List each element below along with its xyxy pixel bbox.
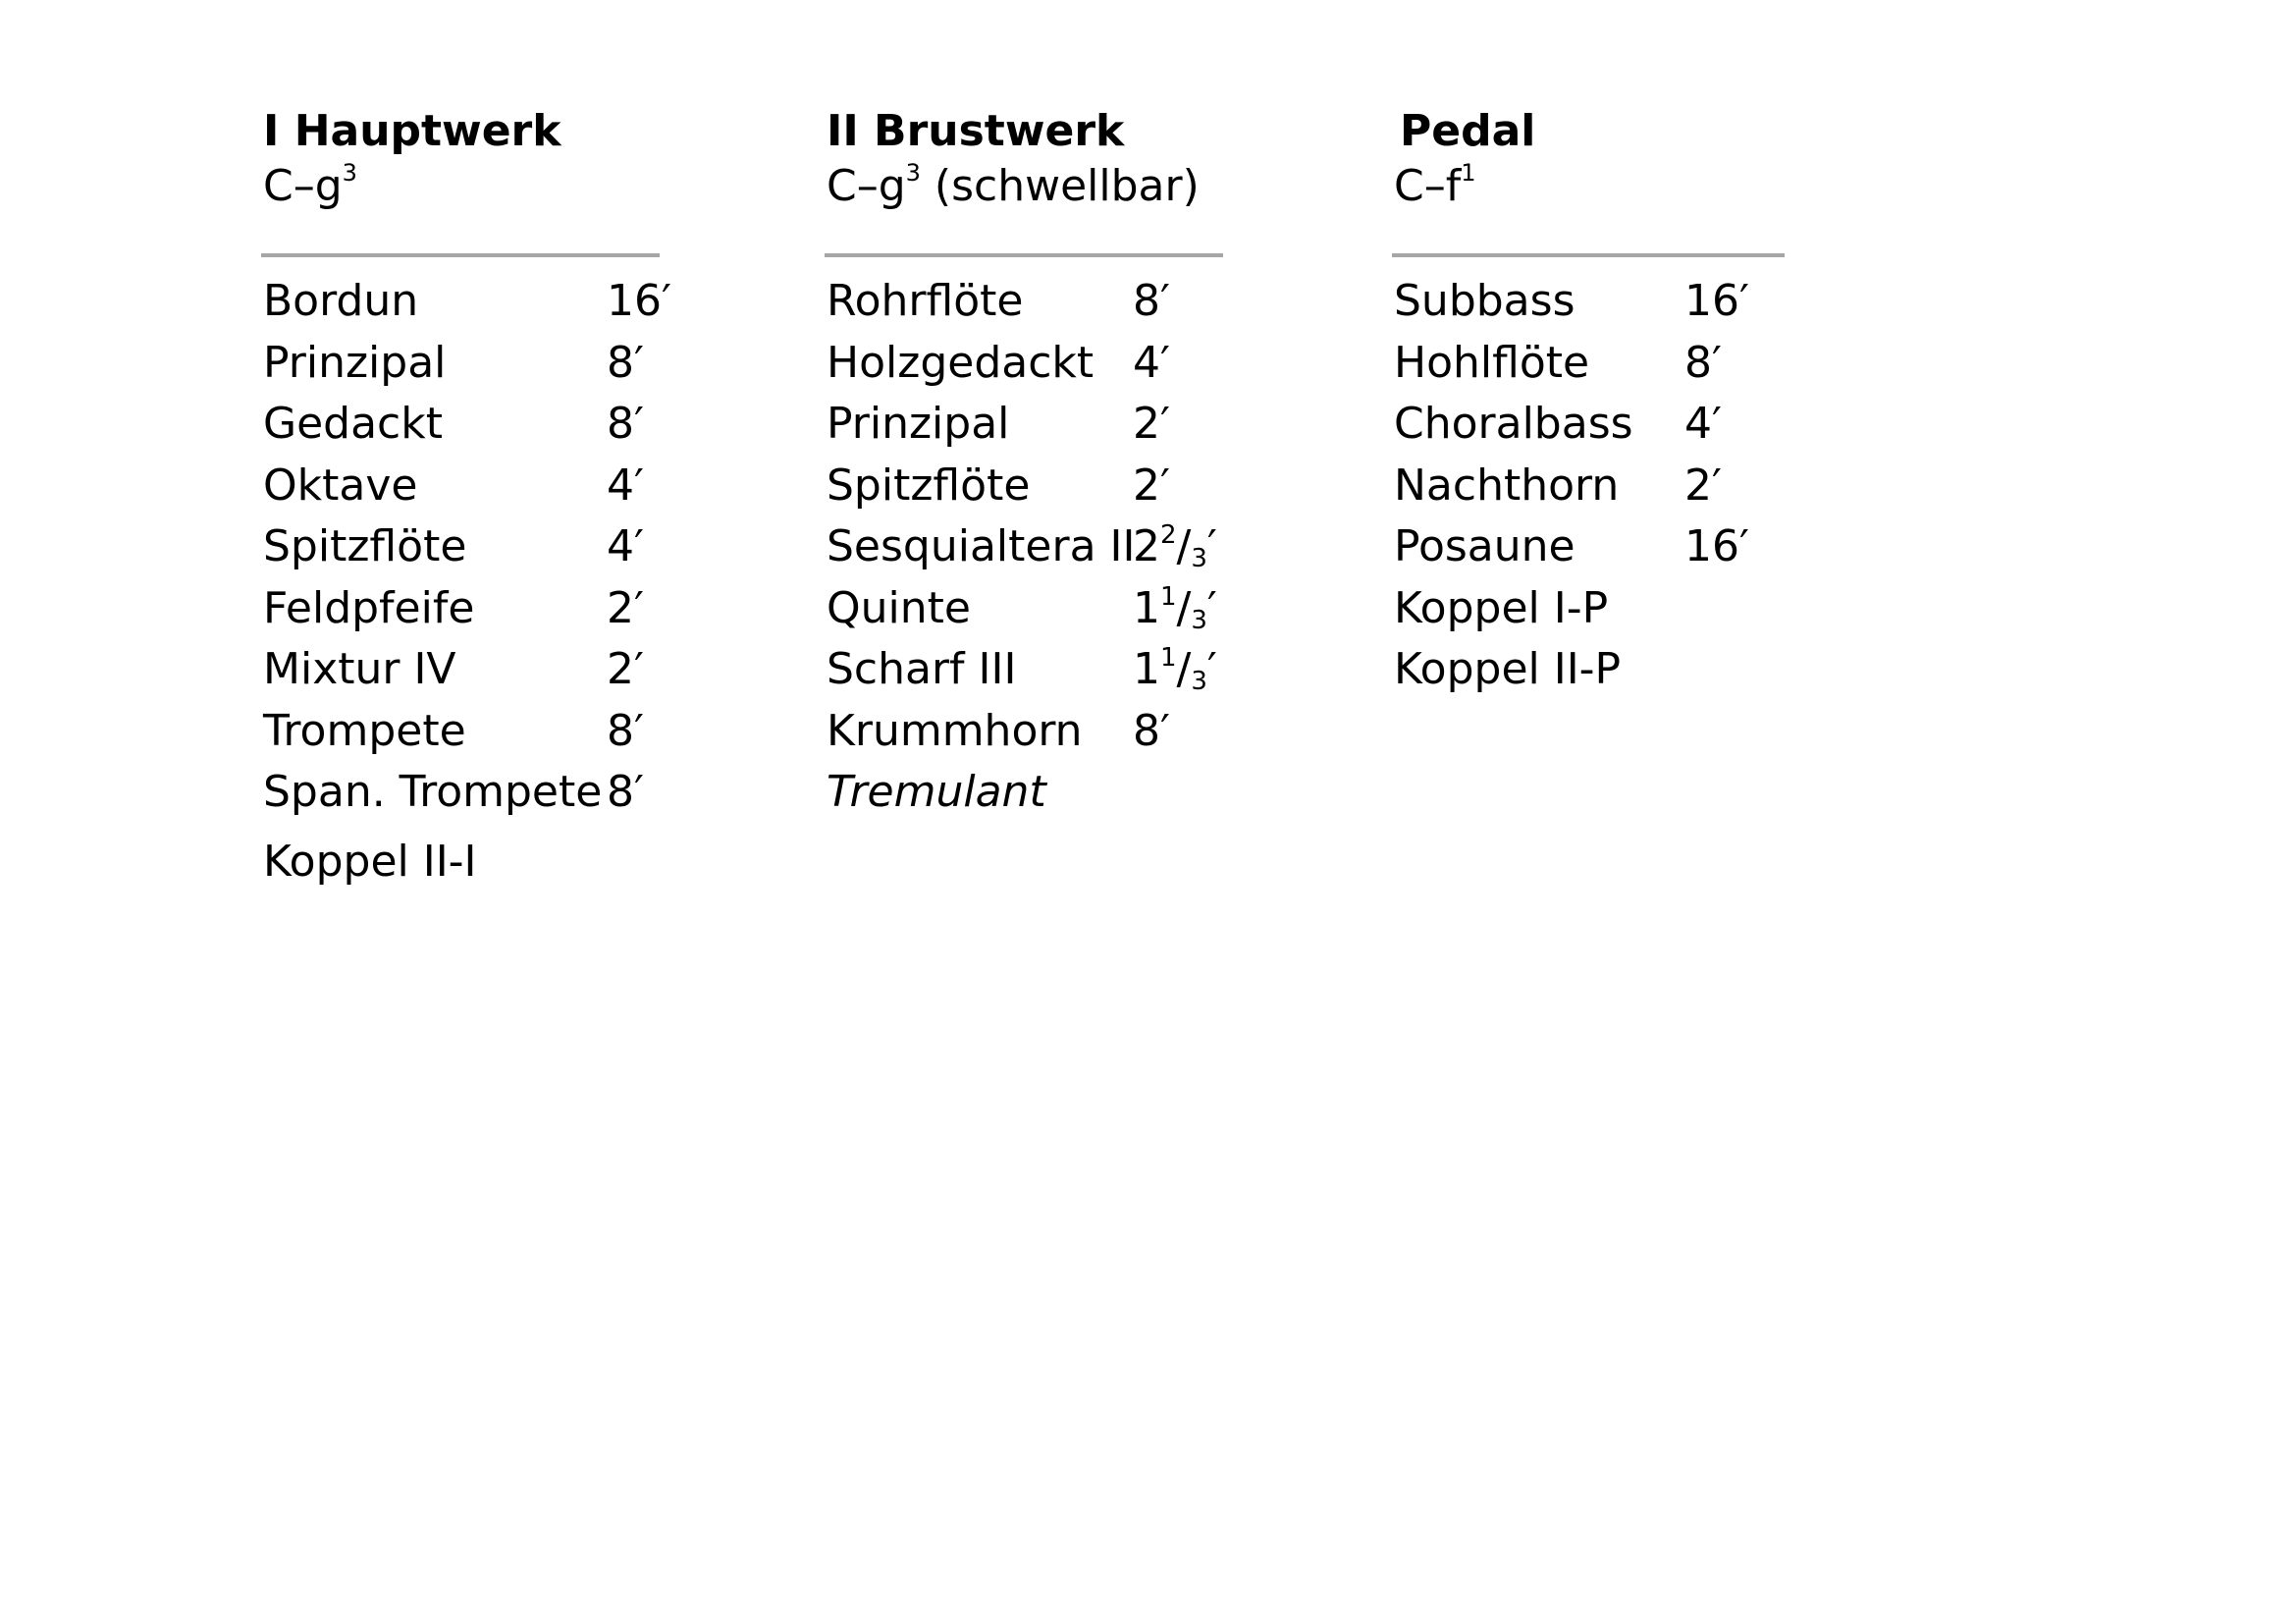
pitch-denominator: 3 bbox=[1191, 605, 1207, 635]
pitch-denominator: 3 bbox=[1191, 667, 1207, 696]
stop-name: Subbass bbox=[1394, 276, 1575, 326]
stop-pitch: 4′ bbox=[607, 521, 644, 571]
stop-name: Posaune bbox=[1394, 521, 1575, 571]
stop-name: Feldpfeife bbox=[263, 582, 475, 633]
division-hauptwerk bbox=[263, 106, 671, 887]
manual-compass bbox=[263, 161, 561, 212]
stop-name: Spitzflöte bbox=[827, 460, 1031, 511]
pitch-numerator: 1 bbox=[1160, 581, 1177, 612]
compass-base: C–f bbox=[1394, 161, 1462, 211]
compass-octave: 3 bbox=[342, 159, 357, 187]
fraction-slash: / bbox=[1176, 521, 1192, 571]
division-title: II Brustwerk bbox=[827, 106, 1125, 156]
stop-name: Spitzflöte bbox=[263, 521, 467, 571]
stop-name: Holzgedackt bbox=[827, 337, 1095, 388]
stop-pitch: 4′ bbox=[1133, 337, 1170, 388]
divider-rule bbox=[825, 253, 1223, 257]
division-title: I Hauptwerk bbox=[263, 106, 561, 156]
stop-name: Trompete bbox=[263, 705, 466, 756]
division-pedal bbox=[1394, 106, 1749, 694]
stop-pitch: 8′ bbox=[1684, 337, 1722, 388]
stop-name: Prinzipal bbox=[263, 337, 447, 388]
tremulant-label: Tremulant bbox=[827, 767, 1046, 817]
stop-name: Gedackt bbox=[263, 399, 443, 449]
stop-pitch: 4′ bbox=[607, 460, 644, 511]
stop-name: Nachthorn bbox=[1394, 460, 1620, 511]
stop-name: Hohlflöte bbox=[1394, 337, 1590, 388]
stop-pitch: 2′ bbox=[1684, 460, 1722, 511]
stop-pitch: 16′ bbox=[1684, 276, 1749, 326]
stop-name: Quinte bbox=[827, 582, 971, 633]
compass-note: (schwellbar) bbox=[920, 161, 1200, 211]
stop-name: Choralbass bbox=[1394, 399, 1633, 449]
pitch-mark: ′ bbox=[1206, 582, 1217, 633]
compass-base: C–g bbox=[827, 161, 906, 211]
stop-pitch: 8′ bbox=[1133, 705, 1170, 756]
compass-octave: 1 bbox=[1461, 159, 1476, 187]
divider-rule bbox=[1392, 253, 1785, 257]
pitch-mark: ′ bbox=[1206, 521, 1217, 571]
stop-pitch: 2′ bbox=[1133, 399, 1170, 449]
fraction-slash: / bbox=[1176, 644, 1192, 694]
manual-compass bbox=[1394, 161, 1535, 212]
stop-name: Sesquialtera II bbox=[827, 521, 1136, 571]
pitch-whole: 1 bbox=[1133, 582, 1160, 633]
stop-pitch: 2′ bbox=[607, 582, 644, 633]
stop-name: Span. Trompete bbox=[263, 767, 603, 817]
stop-pitch: 8′ bbox=[607, 399, 644, 449]
compass-octave: 3 bbox=[905, 159, 921, 187]
coupler-name: Koppel I-P bbox=[1394, 582, 1609, 633]
stop-pitch: 8′ bbox=[607, 705, 644, 756]
stop-pitch: 8′ bbox=[607, 337, 644, 388]
pitch-whole: 1 bbox=[1133, 644, 1160, 694]
stop-pitch-fraction bbox=[1133, 578, 1217, 640]
pitch-numerator: 2 bbox=[1160, 520, 1177, 550]
stop-name: Scharf III bbox=[827, 644, 1017, 694]
fraction-slash: / bbox=[1176, 582, 1192, 633]
pitch-whole: 2 bbox=[1133, 521, 1160, 571]
manual-compass bbox=[827, 161, 1200, 212]
division-title: Pedal bbox=[1400, 106, 1536, 156]
coupler-name: Koppel II-I bbox=[263, 836, 477, 887]
stop-name: Rohrflöte bbox=[827, 276, 1024, 326]
stop-pitch: 16′ bbox=[607, 276, 671, 326]
stop-pitch: 2′ bbox=[1133, 460, 1170, 511]
stop-pitch: 16′ bbox=[1684, 521, 1749, 571]
stop-name: Mixtur IV bbox=[263, 644, 456, 694]
compass-base: C–g bbox=[263, 161, 343, 211]
pitch-mark: ′ bbox=[1206, 644, 1217, 694]
division-brustwerk bbox=[827, 106, 1217, 817]
pitch-numerator: 1 bbox=[1160, 643, 1177, 673]
divider-rule bbox=[261, 253, 660, 257]
stop-name: Krummhorn bbox=[827, 705, 1083, 756]
pitch-denominator: 3 bbox=[1191, 544, 1207, 573]
stop-name: Oktave bbox=[263, 460, 418, 511]
coupler-name: Koppel II-P bbox=[1394, 644, 1622, 694]
stop-pitch-fraction bbox=[1133, 516, 1217, 578]
stop-pitch: 8′ bbox=[1133, 276, 1170, 326]
stop-name: Prinzipal bbox=[827, 399, 1010, 449]
stop-name: Bordun bbox=[263, 276, 419, 326]
stop-pitch: 2′ bbox=[607, 644, 644, 694]
stop-pitch: 4′ bbox=[1684, 399, 1722, 449]
stop-pitch-fraction bbox=[1133, 639, 1217, 701]
stop-pitch: 8′ bbox=[607, 767, 644, 817]
